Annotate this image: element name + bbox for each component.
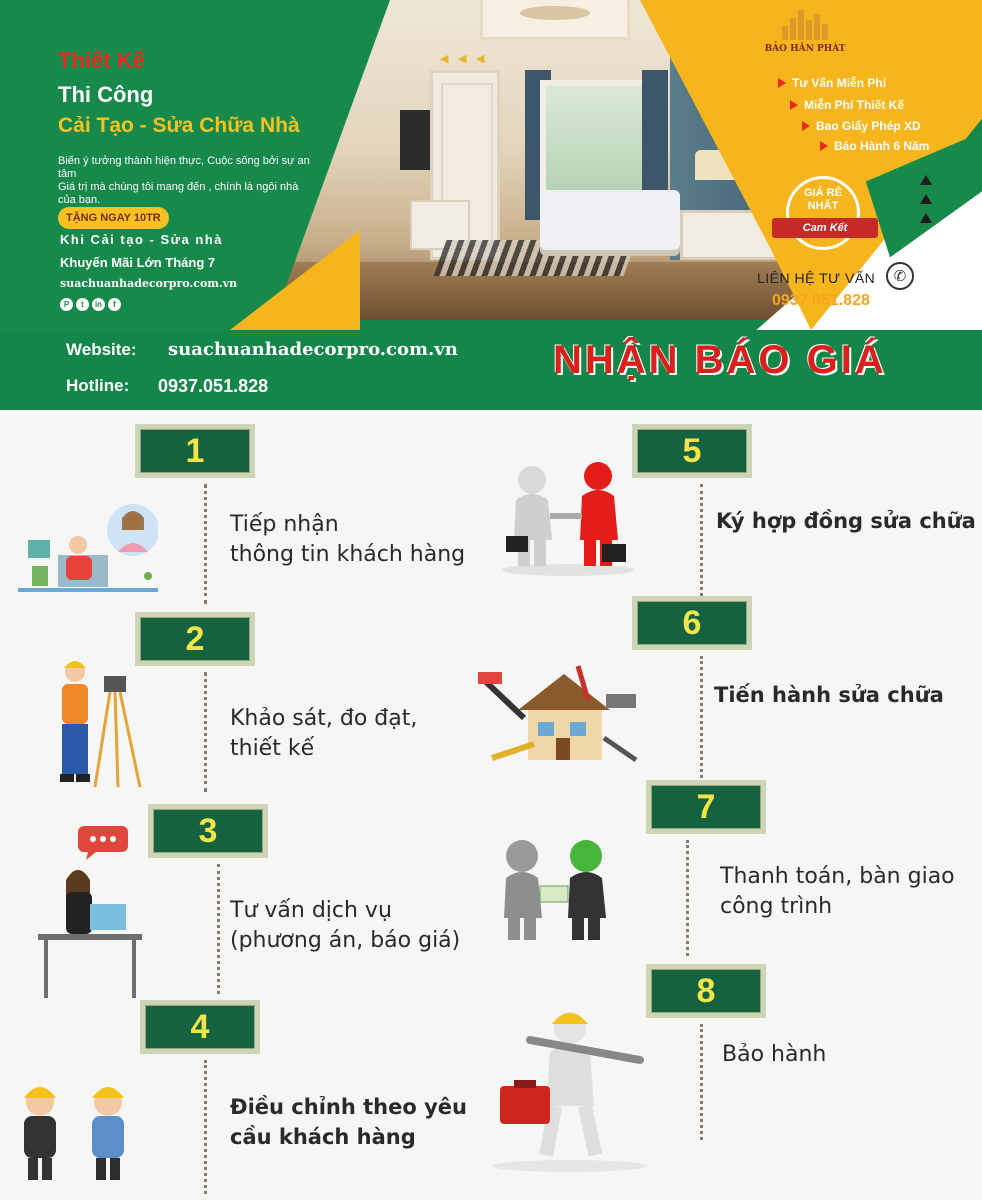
triangle-icon — [920, 213, 932, 223]
feature-warranty: Bảo Hành 6 Năm — [820, 139, 929, 153]
customer-service-illustration — [18, 500, 158, 595]
step-1-number: 1 — [135, 424, 255, 478]
phone-icon[interactable]: ✆ — [886, 262, 914, 290]
title-construction: Thi Công — [58, 82, 154, 107]
feature-free-design: Miễn Phí Thiết Kế — [790, 98, 904, 112]
step-6-text: Tiến hành sửa chữa — [714, 683, 944, 707]
get-quote-button[interactable]: NHẬN BÁO GIÁ — [553, 338, 887, 382]
step-5-number: 5 — [632, 424, 752, 478]
logo-text: BẢO HÂN PHÁT — [764, 44, 846, 54]
step-7-text: Thanh toán, bàn giao công trình — [720, 864, 955, 919]
title-renovation: Cải Tạo - Sửa Chữa Nhà — [58, 114, 300, 137]
step-8-connector — [700, 1024, 703, 1140]
step-1-text: Tiếp nhận thông tin khách hàng — [230, 512, 466, 567]
step-5-text: Ký hợp đồng sửa chữa — [716, 509, 976, 533]
seal-ribbon: Cam Kết — [772, 218, 878, 238]
triangle-icon — [920, 175, 932, 185]
contact-label: LIÊN HỆ TƯ VẤN — [757, 270, 876, 286]
step-8-text: Bảo hành — [722, 1042, 827, 1067]
feature-free-consult: Tư Vấn Miễn Phí — [778, 76, 886, 90]
hotline-label: Hotline: — [66, 376, 130, 395]
pinterest-icon[interactable]: P — [60, 298, 73, 311]
engineers-illustration — [8, 1070, 138, 1182]
arrow-left-icon: ◀ ◀ ◀ — [440, 52, 488, 65]
promo-line-2: Khuyến Mãi Lớn Tháng 7 — [60, 255, 216, 270]
price-seal — [786, 176, 860, 250]
step-3-connector — [217, 864, 220, 994]
gift-badge: TẶNG NGAY 10TR — [58, 207, 169, 229]
step-7-number: 7 — [646, 780, 766, 834]
consultant-illustration — [38, 824, 142, 1000]
house-tools-illustration — [478, 660, 640, 772]
step-4-connector — [204, 1060, 207, 1194]
hotline-number[interactable]: 0937.051.828 — [158, 376, 269, 396]
step-6-number: 6 — [632, 596, 752, 650]
twitter-icon[interactable]: t — [76, 298, 89, 311]
step-7-connector — [686, 840, 689, 956]
promo-line-1: Khi Cải tạo - Sửa nhà — [60, 232, 223, 247]
warranty-worker-illustration — [490, 1000, 650, 1172]
step-4-text: Điều chỉnh theo yêu cầu khách hàng — [230, 1095, 467, 1149]
website-label: Website: — [66, 340, 137, 359]
social-links — [60, 298, 121, 311]
step-5-connector — [700, 484, 703, 596]
feature-permit: Bao Giấy Phép XD — [802, 119, 921, 133]
promo-banner — [0, 0, 982, 410]
slogan-1: Biến ý tưởng thành hiện thực, Cuộc sống bởi sự an tâm — [58, 155, 310, 180]
contact-phone[interactable]: 0937.051.828 — [772, 292, 870, 309]
step-3-number: 3 — [148, 804, 268, 858]
surveyor-illustration — [40, 652, 150, 792]
linkedin-icon[interactable]: in — [92, 298, 105, 311]
step-6-connector — [700, 656, 703, 778]
step-2-number: 2 — [135, 612, 255, 666]
step-2-connector — [204, 672, 207, 792]
facebook-icon[interactable]: f — [108, 298, 121, 311]
step-1-connector — [204, 484, 207, 604]
step-3-text: Tư vấn dịch vụ (phương án, báo giá) — [230, 898, 461, 953]
website-small-link[interactable]: suachuanhadecorpro.com.vn — [60, 277, 238, 290]
payment-illustration — [498, 836, 610, 942]
website-link[interactable]: suachuanhadecorpro.com.vn — [168, 339, 458, 360]
slogan-2: Giá trị mà chúng tôi mang đến , chính là ngôi nhà của bạn. — [58, 181, 299, 206]
step-2-text: Khảo sát, đo đạt, thiết kế — [230, 706, 418, 761]
step-8-number: 8 — [646, 964, 766, 1018]
seal-text: GIÁ RẺ NHẤT — [804, 187, 842, 212]
step-4-number: 4 — [140, 1000, 260, 1054]
handshake-illustration — [498, 460, 638, 578]
triangle-icon — [920, 194, 932, 204]
title-design: Thiết Kế — [58, 48, 145, 73]
brand-logo — [750, 6, 860, 64]
